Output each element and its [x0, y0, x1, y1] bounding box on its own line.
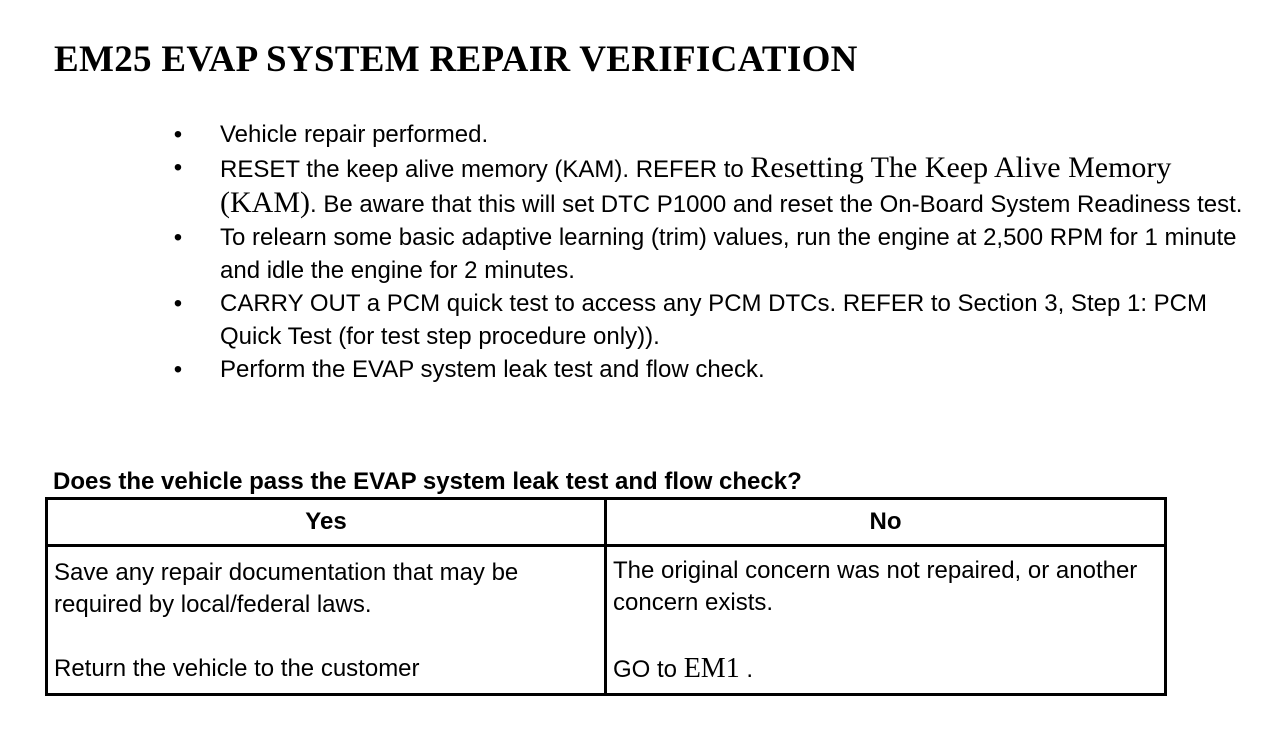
- step-item: [168, 118, 1258, 151]
- em1-link[interactable]: EM1: [683, 653, 740, 684]
- no-goto-text: [613, 653, 1158, 686]
- step-item: [168, 151, 1258, 221]
- step-text: Vehicle repair performed.: [220, 121, 489, 148]
- step-text-continued: . Be aware that this will set DTC P1000 and reset the On-Board System Readiness test.: [310, 191, 1243, 218]
- bullet-icon: •: [173, 356, 183, 383]
- decision-table: [45, 497, 1167, 696]
- no-result-text: The original concern was not repaired, or another concern exists.: [613, 557, 1138, 616]
- step-item: [168, 287, 1258, 353]
- step-item: [168, 221, 1258, 287]
- no-cell: [606, 546, 1166, 695]
- table-row: [47, 546, 1166, 695]
- bullet-icon: •: [173, 121, 183, 148]
- bullet-icon: •: [173, 224, 183, 251]
- yes-action-text: Save any repair documentation that may be required by local/federal laws.: [54, 559, 519, 618]
- table-header-row: [47, 499, 1166, 546]
- bullet-icon: •: [173, 290, 183, 317]
- yes-cell: [47, 546, 606, 695]
- step-text: RESET the keep alive memory (KAM). REFER to: [220, 156, 751, 183]
- no-header: No: [606, 499, 1166, 546]
- step-item: [168, 353, 1258, 386]
- verification-question: Does the vehicle pass the EVAP system leak test and flow check?: [53, 468, 802, 495]
- step-text: CARRY OUT a PCM quick test to access any PCM DTCs. REFER to Section 3, Step 1: PCM Quick Test (for test step procedure only)).: [220, 290, 1207, 350]
- page-title: EM25 EVAP SYSTEM REPAIR VERIFICATION: [54, 39, 858, 80]
- step-text: Perform the EVAP system leak test and flow check.: [220, 356, 765, 383]
- goto-prefix: GO to: [613, 656, 684, 683]
- procedure-steps: [168, 118, 1258, 386]
- bullet-icon: •: [173, 154, 183, 181]
- goto-suffix: .: [739, 656, 754, 683]
- reset-kam-link[interactable]: Resetting The Keep Alive Memory (KAM): [220, 151, 1172, 219]
- step-text: To relearn some basic adaptive learning (trim) values, run the engine at 2,500 RPM for 1 minute and idle the engine for 2 minutes.: [220, 224, 1237, 284]
- yes-return-text: Return the vehicle to the customer: [54, 655, 420, 682]
- yes-header: Yes: [47, 499, 606, 546]
